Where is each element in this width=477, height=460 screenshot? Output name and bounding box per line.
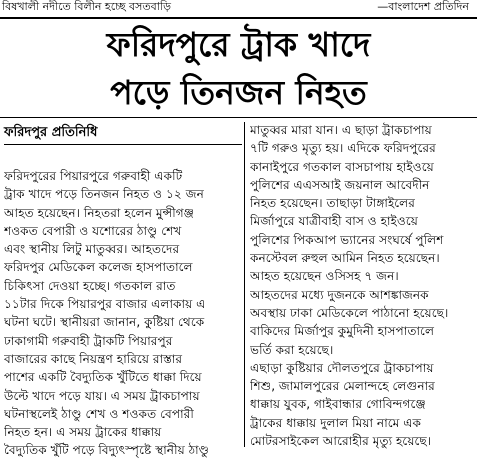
body-line: ফরিদপুর মেডিকেল কলেজ হাসপাতালে bbox=[4, 260, 193, 275]
headline bbox=[0, 21, 477, 117]
body-line: কনস্টেবল রুহুল আমিন নিহত হয়েছেন। bbox=[250, 251, 440, 266]
body-line: শিশু, জামালপুরের মেলান্দহে লেগুনার bbox=[250, 379, 435, 394]
body-line: মোটরসাইকেল আরোহীর মৃত্যু হয়েছে। bbox=[250, 434, 432, 449]
column-divider bbox=[244, 122, 245, 447]
body-line: আহতদের মধ্যে দুজনকে আশঙ্কাজনক bbox=[250, 287, 429, 302]
body-line: আহত হয়েছেন ওসিসহ ৭ জন। bbox=[250, 269, 399, 284]
byline: ফরিদপুর প্রতিনিধি bbox=[4, 125, 98, 140]
body-line: নিহত হয়েছেন। তাছাড়া টাঙ্গাইলের bbox=[250, 196, 415, 211]
body-line: আহত হয়েছেন। নিহতরা হলেন মুন্সীগঞ্জ bbox=[4, 205, 195, 220]
body-line: ঢাকাগামী গরুবাহী ট্রাকটি পিয়ারপুর bbox=[4, 333, 173, 348]
body-line: ট্রাকের ধাক্কায় দুলাল মিয়া নামে এক bbox=[250, 415, 422, 430]
byline-rule bbox=[4, 144, 242, 145]
article-column-left bbox=[4, 167, 240, 460]
body-line: কানাইপুরে গতকাল বাসচাপায় হাইওয়ে bbox=[250, 159, 434, 174]
body-line: নিহত হন। এ সময় ট্রাকের ধাক্কায় bbox=[4, 425, 162, 440]
body-line: এছাড়া কুষ্টিয়ার দৌলতপুরে ট্রাকচাপায় bbox=[250, 360, 434, 375]
article-column-right bbox=[250, 121, 473, 450]
byline-block bbox=[4, 125, 240, 145]
body-line: ফরিদপুরের পিয়ারপুরে গরুবাহী একটি bbox=[4, 169, 183, 183]
headline-rule bbox=[0, 117, 477, 118]
body-line: চিকিৎসা দেওয়া হচ্ছে। গতকাল রাত bbox=[4, 278, 176, 293]
body-line: পাশের একটি বৈদ্যুতিক খুঁটিতে ধাক্কা দিয়ে bbox=[4, 370, 202, 385]
previous-headline: বিষখালী নদীতে বিলীন হচ্ছে বসতবাড়ি bbox=[2, 0, 171, 13]
body-line: পুলিশের এএসআই জয়নাল আবেদীন bbox=[250, 177, 430, 192]
body-line: ঘটনাস্থলেই ঠাণ্ডু শেখ ও শওকত বেপারী bbox=[4, 406, 194, 421]
body-line: ধাক্কায় যুবক, গাইবান্ধার গোবিন্দগঞ্জে bbox=[250, 397, 426, 412]
headline-line-2: পড়ে তিনজন নিহত bbox=[110, 73, 367, 112]
body-line: বৈদ্যুতিক খুঁটি পড়ে বিদ্যুৎস্পৃষ্টে স্থানীয় ঠাণ্ডু bbox=[4, 443, 210, 458]
body-line: অবস্থায় ঢাকা মেডিকেলে পাঠানো হয়েছে। bbox=[250, 305, 449, 320]
body-line: ১১টার দিকে পিয়ারপুর বাজার এলাকায় এ bbox=[4, 297, 206, 312]
body-line: উল্টে খাদে পড়ে যায়। এ সময় ট্রাকচাপায় bbox=[4, 388, 200, 403]
body-line: পুলিশের পিকআপ ভ্যানের সংঘর্ষে পুলিশ bbox=[250, 232, 444, 247]
body-line: এবং স্থানীয় লিটু মাতুব্বর। আহতদের bbox=[4, 242, 180, 257]
body-line: মির্জাপুরে যাত্রীবাহী বাস ও হাইওয়ে bbox=[250, 214, 418, 229]
body-line: বাকিদের মির্জাপুর কুমুদিনী হাসপাতালে bbox=[250, 324, 435, 339]
body-line: শওকত বেপারী ও যশোরের ঠাণ্ডু শেখ bbox=[4, 223, 182, 238]
body-line: ঘটনা ঘটে। স্থানীয়রা জানান, কুষ্টিয়া থেকে bbox=[4, 315, 205, 330]
body-line: বাজারের কাছে নিয়ন্ত্রণ হারিয়ে রাস্তার bbox=[4, 351, 183, 366]
previous-article-strip bbox=[0, 0, 477, 16]
body-line: ভর্তি করা হয়েছে। bbox=[250, 342, 334, 357]
previous-source: —বাংলাদেশ প্রতিদিন bbox=[377, 0, 469, 13]
top-rule bbox=[0, 17, 477, 19]
body-line: ৭টি গরুও মৃত্যু হয়। এদিকে ফরিদপুরের bbox=[250, 141, 436, 156]
body-line: মাতুব্বর মারা যান। এ ছাড়া ট্রাকচাপায় bbox=[250, 123, 432, 137]
body-line: ট্রাক খাদে পড়ে তিনজন নিহত ও ১২ জন bbox=[4, 187, 204, 202]
headline-line-1: ফরিদপুরে ট্রাক খাদে bbox=[106, 25, 371, 64]
